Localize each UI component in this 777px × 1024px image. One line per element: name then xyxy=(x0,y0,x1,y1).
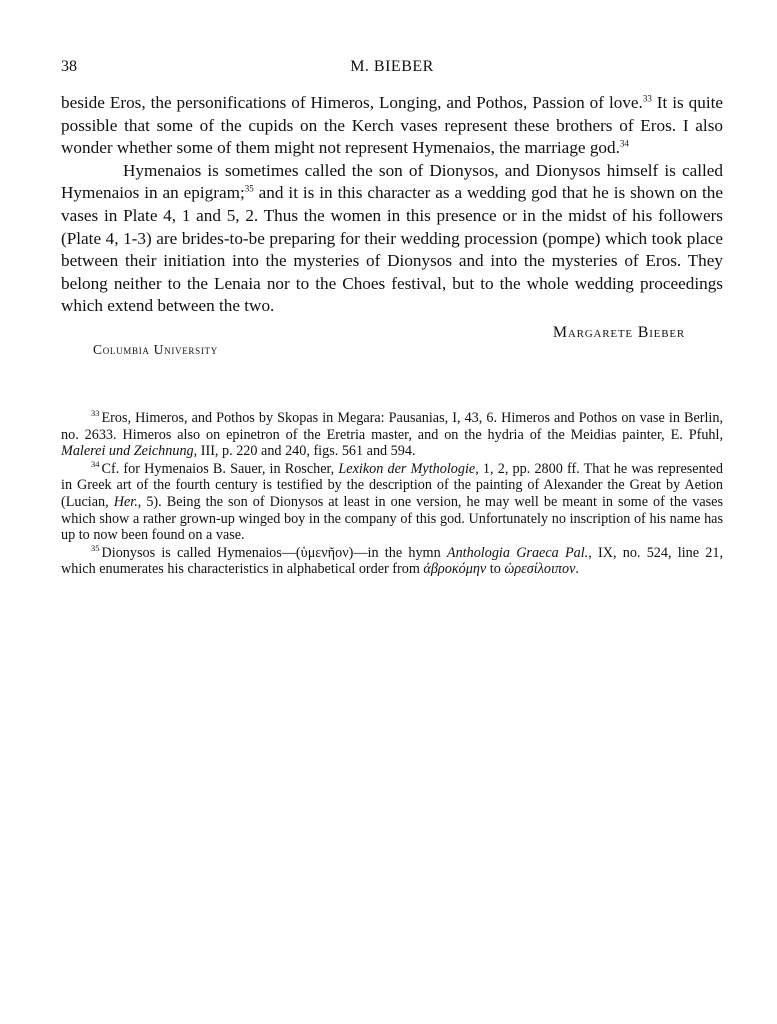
author-signature: Margarete Bieber xyxy=(552,323,685,341)
footnote-35 xyxy=(61,542,724,578)
paragraph-2-text-b: and it is in this character as a wedding god that he is shown on the vases in Plate 4, 1 and 5, 2. Thus the women in this presence or in the midst of his followers (Plate 4, 1-3) are brides-to-be preparing for their wedding procession (pompe) which took place between their initiation into the mysteries of Dionysos and into the mysteries of Eros. They belong neither to the Lenaia nor to the Choes festival, but to the whole wedding proceedings which extend between the two. xyxy=(61,183,724,316)
footnote-35-text-a: Dionysos is called Hymenaios—( xyxy=(101,544,301,561)
footnote-ref-33: 33 xyxy=(642,93,652,104)
footnote-35-text-d: to xyxy=(486,561,505,578)
footnote-34-italic-a: Lexikon der Mythologie xyxy=(338,460,476,477)
body-text xyxy=(61,92,723,318)
footnote-35-greek-a: ὑμενῆον xyxy=(300,544,349,561)
footnote-35-italic: Anthologia Graeca Pal. xyxy=(446,544,589,561)
footnote-34-italic-b: Her. xyxy=(113,493,138,510)
paragraph-2 xyxy=(61,160,723,318)
footnote-33-italic: Malerei und Zeichnung xyxy=(61,443,194,460)
footnote-mark-34: 34 xyxy=(91,458,100,469)
paragraph-1 xyxy=(61,92,723,160)
footnote-35-greek-b: ἀβροκόμην xyxy=(423,561,487,578)
footnote-mark-33: 33 xyxy=(91,408,100,419)
footnote-35-text-c: , IX, no. 524, line 21, which enumerates his characteristics in alphabetical order from xyxy=(61,544,724,578)
page-header xyxy=(61,58,723,84)
footnote-33-text-a: Eros, Himeros, and Pothos by Skopas in Megara: Pausanias, I, 43, 6. Himeros and Pothos on vase in Berlin, no. 2633. Himeros also on epinetron of the Eretria master, and on the hydria of the Meidias painter, E. Pfuhl, xyxy=(61,409,723,443)
footnote-33-text-b: , III, p. 220 and 240, figs. 561 and 594. xyxy=(193,443,416,460)
running-head: M. BIEBER xyxy=(350,58,434,75)
footnote-33 xyxy=(61,410,723,460)
footnote-35-greek-c: ὡρεσίλοιπον xyxy=(504,561,576,578)
page xyxy=(61,58,723,579)
footnote-mark-35: 35 xyxy=(91,542,100,553)
footnote-34-text-c: , 5). Being the son of Dionysos at least in one version, he may well be meant in some of the vases which show a rather grown-up winged boy in the company of this god. Unfortunately no inscription of his name has up to now been found on a vase. xyxy=(61,493,723,544)
footnote-35-text-b: )—in the hymn xyxy=(348,544,447,561)
paragraph-2-text-a: Hymenaios is sometimes called the son of Dionysos, and Dionysos himself is called Hymenaios in an epigram; xyxy=(61,160,723,203)
paragraph-1-text-a: beside Eros, the personifications of Himeros, Longing, and Pothos, Passion of love. xyxy=(61,93,643,112)
footnote-34-text-b: , 1, 2, pp. 2800 ff. That he was represented in Greek art of the fourth century is testified by the description of the painting of Alexander the Great by Aetion (Lucian, xyxy=(61,460,723,510)
footnote-35-text-e: . xyxy=(575,561,579,578)
footnote-ref-35: 35 xyxy=(244,183,254,194)
footnote-34-text-a: Cf. for Hymenaios B. Sauer, in Roscher, xyxy=(101,460,339,477)
paragraph-1-text-b: It is quite possible that some of the cupids on the Kerch vases represent these brothers of Eros. I also wonder whether some of them might not represent Hymenaios, the marriage god. xyxy=(61,93,723,158)
author-affiliation: Columbia University xyxy=(93,341,218,357)
page-number: 38 xyxy=(61,58,77,75)
footnote-34 xyxy=(61,458,723,544)
footnotes xyxy=(61,410,723,578)
footnote-ref-34: 34 xyxy=(619,138,629,149)
